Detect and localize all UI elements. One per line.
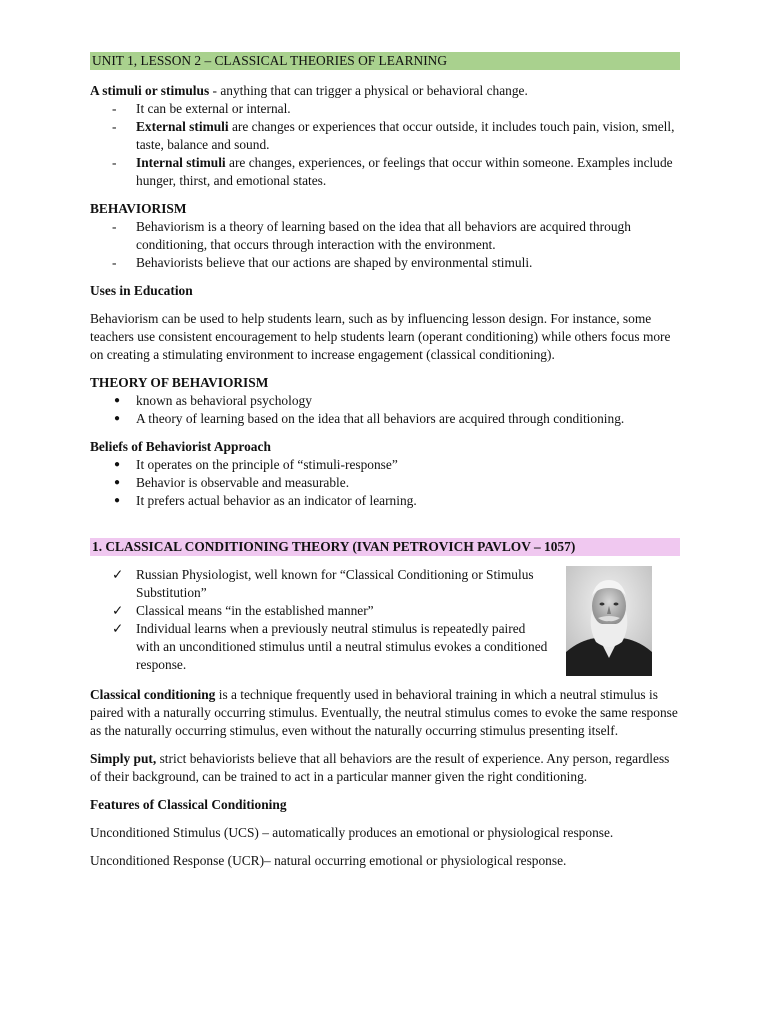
list-item [90,154,680,190]
list-item-text: It can be external or internal. [136,101,291,116]
list-item-text: Individual learns when a previously neutral stimulus is repeatedly paired with an unconditioned stimulus until a neutral stimulus evokes a conditioned response. [136,621,548,672]
classical-definition [90,686,680,740]
beliefs-list [90,456,680,510]
simply-term: Simply put, [90,751,157,766]
list-item [90,392,680,410]
features-heading: Features of Classical Conditioning [90,797,287,812]
stimulus-def-text: - anything that can trigger a physical or behavioral change. [209,83,528,98]
list-item-text: Behaviorism is a theory of learning based on the idea that all behaviors are acquired through conditioning, that occurs through interaction with the environment. [136,219,631,252]
bullet-marker: ● [114,477,121,488]
list-item [90,566,550,602]
list-item [90,410,680,428]
list-item-text: Behavior is observable and measurable. [136,475,350,490]
list-item-text: It prefers actual behavior as an indicator of learning. [136,493,417,508]
pavlov-portrait [566,566,652,676]
list-item [90,492,680,510]
behaviorism-list [90,218,680,272]
bullet-marker: ● [114,395,121,406]
list-item-text: Classical means “in the established manner” [136,603,374,618]
check-icon: ✓ [112,567,124,582]
stimulus-list [90,100,680,190]
beliefs-heading: Beliefs of Behaviorist Approach [90,439,271,454]
dash-marker: - [112,219,117,234]
list-item-text: are changes, experiences, or feelings that occur within someone. Examples include hunger, thirst, and emotional states. [136,155,673,188]
bullet-marker: ● [114,459,121,470]
pavlov-checklist [90,566,550,674]
document-content [90,52,680,870]
ucs-paragraph: Unconditioned Stimulus (UCS) – automatically produces an emotional or physiological response. [90,825,614,840]
theory-list [90,392,680,428]
uses-paragraph: Behaviorism can be used to help students learn, such as by influencing lesson design. For instance, some teachers use consistent encouragement to help students learn (operant conditioning) while others focus more on creating a stimulating environment to increase engagement (classical conditioning). [90,311,671,362]
check-icon: ✓ [112,621,124,636]
stimulus-term: A stimuli or stimulus [90,83,210,98]
bullet-marker: ● [114,495,121,506]
list-item [90,254,680,272]
simply-put-paragraph [90,750,680,786]
list-item-term: Internal stimuli [136,155,226,170]
dash-marker: - [112,255,117,270]
list-item-text: are changes or experiences that occur outside, it includes touch pain, vision, smell, taste, balance and sound. [136,119,675,152]
list-item-term: External stimuli [136,119,229,134]
classical-def-text: is a technique frequently used in behavioral training in which a neutral stimulus is paired with a naturally occurring stimulus. Eventually, the neutral stimulus comes to evoke the same response as the naturally occurring stimulus, even without the naturally occurring stimulus presenting itself. [90,687,678,738]
pavlov-portrait-image [566,566,652,676]
list-item [90,602,550,620]
list-item [90,100,680,118]
list-item [90,456,680,474]
list-item-text: Russian Physiologist, well known for “Classical Conditioning or Stimulus Substitution” [136,567,534,600]
list-item [90,474,680,492]
classical-conditioning-header: 1. CLASSICAL CONDITIONING THEORY (IVAN PETROVICH PAVLOV – 1057) [90,538,680,556]
simply-text: strict behaviorists believe that all behaviors are the result of experience. Any person, regardless of their background, can be trained to act in a particular manner given the right conditioning. [90,751,670,784]
list-item [90,118,680,154]
list-item-text: Behaviorists believe that our actions are shaped by environmental stimuli. [136,255,533,270]
list-item-text: It operates on the principle of “stimuli-response” [136,457,398,472]
list-item [90,218,680,254]
behaviorism-heading: BEHAVIORISM [90,201,187,216]
classical-term: Classical conditioning [90,687,216,702]
ucr-paragraph: Unconditioned Response (UCR)– natural occurring emotional or physiological response. [90,853,567,868]
list-item [90,620,550,674]
stimulus-definition [90,82,680,100]
dash-marker: - [112,155,117,170]
dash-marker: - [112,119,117,134]
lesson-header: UNIT 1, LESSON 2 – CLASSICAL THEORIES OF LEARNING [90,52,680,70]
list-item-text: A theory of learning based on the idea that all behaviors are acquired through conditioning. [136,411,625,426]
bullet-marker: ● [114,413,121,424]
theory-heading: THEORY OF BEHAVIORISM [90,375,269,390]
list-item-text: known as behavioral psychology [136,393,312,408]
uses-heading: Uses in Education [90,283,193,298]
pavlov-section [90,566,680,674]
check-icon: ✓ [112,603,124,618]
dash-marker: - [112,101,117,116]
